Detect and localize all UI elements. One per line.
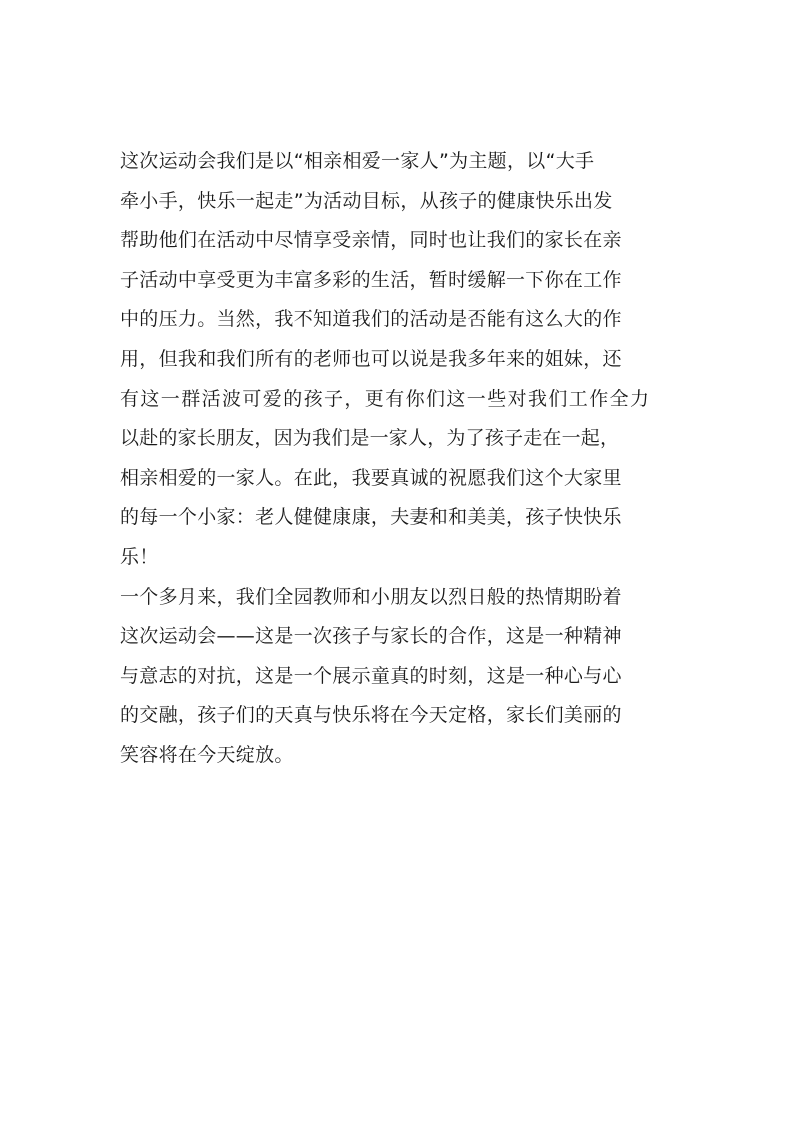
text-line: 中的压力。当然，我不知道我们的活动是否能有这么大的作	[120, 308, 622, 331]
text-line: 这次运动会我们是以“相亲相爱一家人”为主题，以“大手	[120, 150, 595, 172]
text-line: 帮助他们在活动中尽情享受亲情，同时也让我们的家长在亲	[120, 229, 622, 252]
paragraph-2	[120, 578, 700, 776]
text-line: 一个多月来，我们全园教师和小朋友以烈日般的热情期盼着	[120, 585, 622, 608]
text-line: 的每一个小家：老人健健康康，夫妻和和美美，孩子快快乐	[120, 506, 622, 529]
text-line: 用，但我和我们所有的老师也可以说是我多年来的姐妹，还	[120, 347, 622, 370]
text-line: 子活动中享受更为丰富多彩的生活，暂时缓解一下你在工作	[120, 268, 622, 291]
text-line: 的交融，孩子们的天真与快乐将在今天定格，家长们美丽的	[120, 704, 622, 727]
document-body	[120, 142, 700, 776]
text-line: 牵小手，快乐一起走”为活动目标，从孩子的健康快乐出发	[120, 189, 613, 212]
text-line: 相亲相爱的一家人。在此，我要真诚的祝愿我们这个大家里	[120, 466, 622, 489]
text-line: 以赴的家长朋友，因为我们是一家人，为了孩子走在一起，	[120, 427, 620, 450]
paragraph-1	[120, 142, 700, 578]
text-line: 乐！	[120, 545, 159, 568]
text-line: 有这一群活波可爱的孩子，更有你们这一些对我们工作全力	[120, 387, 651, 410]
text-line: 这次运动会——这是一次孩子与家长的合作，这是一种精神	[120, 625, 622, 648]
text-line: 与意志的对抗，这是一个展示童真的时刻，这是一种心与心	[120, 664, 622, 687]
text-line: 笑容将在今天绽放。	[120, 743, 294, 766]
